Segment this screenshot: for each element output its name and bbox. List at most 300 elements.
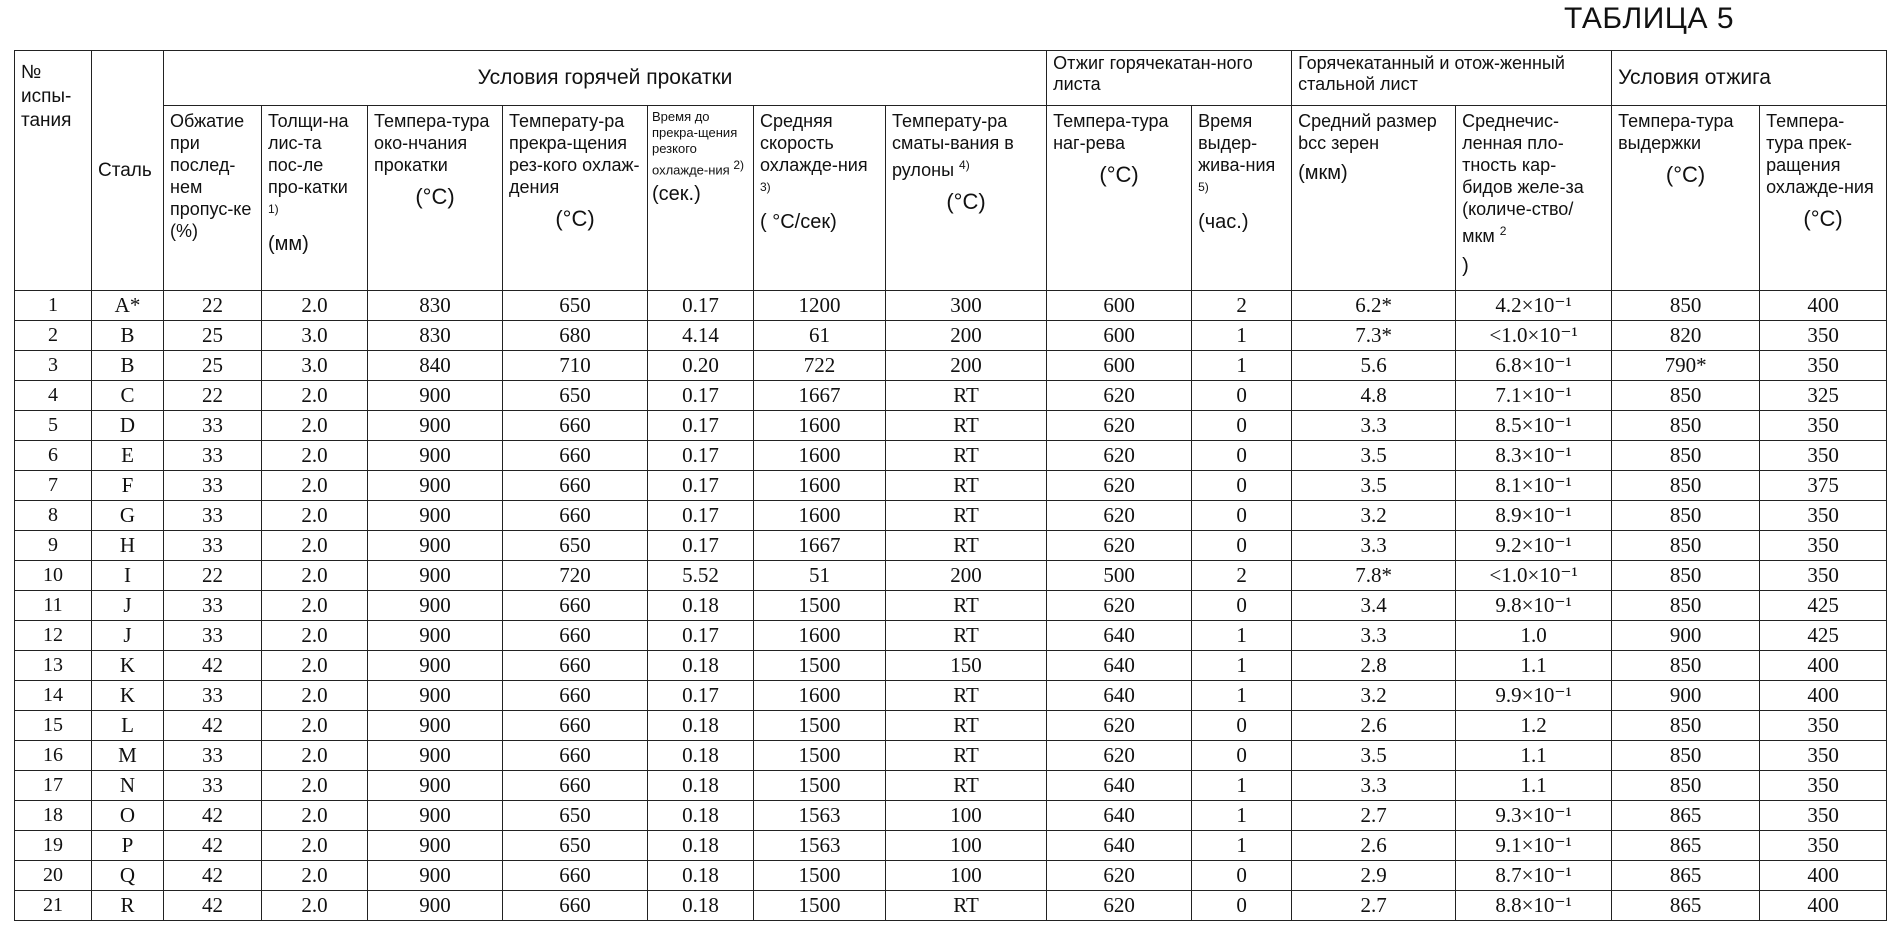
table-cell: 900 [368,441,503,471]
table-cell: 400 [1760,291,1887,321]
table-cell: 850 [1612,411,1760,441]
table-cell: 0 [1192,531,1292,561]
table-cell: 350 [1760,351,1887,381]
table-cell: 620 [1047,411,1192,441]
table-cell: 2.6 [1292,711,1456,741]
header-col-unit: (°C) [1099,162,1139,187]
table-cell: 33 [164,411,262,441]
header-col-note: 3) [760,180,771,194]
header-col-label: Темпера-тура прек-ращения охлажде-ния [1766,111,1874,197]
table-cell: RT [886,771,1047,801]
table-cell: 14 [15,681,92,711]
table-cell: 25 [164,321,262,351]
table-cell: 900 [368,471,503,501]
table-cell: 0.17 [648,381,754,411]
header-test-no: № испы-тания [15,51,92,291]
header-col-label: Средняя скорость охлажде-ния [760,111,868,175]
table-cell: 0.17 [648,411,754,441]
table-cell: 650 [503,291,648,321]
table-row [15,771,1887,801]
table-row [15,471,1887,501]
table-cell: 0.17 [648,291,754,321]
table-cell: RT [886,741,1047,771]
table-cell: 1667 [754,531,886,561]
table-cell: 660 [503,621,648,651]
table-cell: 325 [1760,381,1887,411]
table-cell: 620 [1047,501,1192,531]
table-cell: 2.0 [262,591,368,621]
table-cell: 850 [1612,501,1760,531]
header-col-label: Обжатие при послед-нем пропус-ке (%) [170,111,252,241]
table-cell: 660 [503,411,648,441]
table-cell: 9.2×10⁻¹ [1456,531,1612,561]
table-cell: 42 [164,801,262,831]
table-cell: 3.3 [1292,621,1456,651]
table-cell: 2.6 [1292,831,1456,861]
table-cell: 1 [1192,801,1292,831]
table-cell: 0 [1192,381,1292,411]
table-cell: 1.1 [1456,741,1612,771]
table-cell: 620 [1047,591,1192,621]
table-cell: 42 [164,831,262,861]
table-cell: 0.17 [648,681,754,711]
table-cell: 2.0 [262,501,368,531]
table-cell: 18 [15,801,92,831]
table-cell: 900 [368,411,503,441]
table-cell: RT [886,441,1047,471]
table-cell: 2.0 [262,891,368,921]
table-cell: 680 [503,321,648,351]
table-cell: 350 [1760,741,1887,771]
table-row [15,741,1887,771]
table-cell: 0.18 [648,831,754,861]
table-cell: 350 [1760,531,1887,561]
table-cell: R [92,891,164,921]
header-col-unit: ( °C/сек) [760,211,837,233]
table-cell: 850 [1612,591,1760,621]
table-cell: 900 [1612,621,1760,651]
table-cell: RT [886,711,1047,741]
table-cell: 650 [503,801,648,831]
table-cell: 0 [1192,411,1292,441]
table-cell: 1 [1192,351,1292,381]
header-col-label: Темпера-тура око-нчания прокатки [374,111,490,175]
table-cell: I [92,561,164,591]
table-cell: 33 [164,441,262,471]
table-cell: 1500 [754,861,886,891]
table-cell: RT [886,681,1047,711]
table-cell: 33 [164,771,262,801]
table-cell: 640 [1047,831,1192,861]
table-cell: 1500 [754,771,886,801]
table-cell: 3.0 [262,351,368,381]
table-cell: 42 [164,651,262,681]
header-col-label: Толщи-на лис-та пос-ле про-катки [268,111,349,197]
table-cell: A* [92,291,164,321]
header-group-hot-rolled: Горячекатанный и отож-женный стальной лист [1292,51,1612,106]
table-cell: 840 [368,351,503,381]
table-cell: 865 [1612,801,1760,831]
header-col-holding-temp [1612,106,1760,291]
table-cell: 1667 [754,381,886,411]
header-col-label: Время выдер-жива-ния [1198,111,1276,175]
table-cell: 650 [503,381,648,411]
table-cell: J [92,621,164,651]
table-cell: 8.7×10⁻¹ [1456,861,1612,891]
table-cell: 375 [1760,471,1887,501]
table-cell: J [92,591,164,621]
table-cell: 425 [1760,591,1887,621]
table-cell: 900 [368,861,503,891]
table-cell: 2.0 [262,381,368,411]
table-cell: 17 [15,771,92,801]
table-cell: 0.18 [648,891,754,921]
table-cell: B [92,321,164,351]
table-cell: 2.0 [262,531,368,561]
table-cell: 900 [368,711,503,741]
table-cell: 865 [1612,891,1760,921]
table-cell: 1 [1192,681,1292,711]
header-col-note: 5) [1198,180,1209,194]
table-cell: 6 [15,441,92,471]
header-col-unit: (°C) [555,206,595,231]
table-cell: 2.7 [1292,801,1456,831]
table-cell: 2.0 [262,441,368,471]
table-cell: 1563 [754,801,886,831]
header-col-unit: ) [1462,255,1469,277]
table-cell: 720 [503,561,648,591]
table-cell: 900 [368,561,503,591]
table-cell: 0.20 [648,351,754,381]
table-cell: 0 [1192,591,1292,621]
table-cell: 0 [1192,471,1292,501]
table-cell: 1563 [754,831,886,861]
table-row [15,561,1887,591]
header-col-unit: (мм) [268,233,309,255]
table-cell: 350 [1760,711,1887,741]
header-group-anneal-sheet: Отжиг горячекатан-ного листа [1047,51,1292,106]
table-cell: H [92,531,164,561]
table-cell: 400 [1760,861,1887,891]
table-cell: 350 [1760,441,1887,471]
table-cell: RT [886,381,1047,411]
table-cell: 900 [368,501,503,531]
table-cell: 42 [164,711,262,741]
table-row [15,861,1887,891]
table-cell: 0.17 [648,471,754,501]
table-cell: 1.0 [1456,621,1612,651]
table-cell: 640 [1047,681,1192,711]
table-cell: 830 [368,291,503,321]
table-cell: 722 [754,351,886,381]
table-cell: 7.8* [1292,561,1456,591]
table-cell: P [92,831,164,861]
table-cell: 820 [1612,321,1760,351]
table-cell: 350 [1760,771,1887,801]
header-col-quench-stop-temp [503,106,648,291]
table-cell: 200 [886,321,1047,351]
header-col-grain-size [1292,106,1456,291]
table-cell: 1600 [754,501,886,531]
header-col-label: Температу-ра сматы-вания в рулоны [892,111,1014,180]
header-col-note: 2 [1499,224,1507,238]
table-cell: 2.0 [262,801,368,831]
table-cell: 100 [886,831,1047,861]
table-cell: 350 [1760,831,1887,861]
table-cell: 6.8×10⁻¹ [1456,351,1612,381]
table-cell: 1500 [754,651,886,681]
table-cell: 865 [1612,831,1760,861]
table-cell: 640 [1047,621,1192,651]
table-cell: 3.0 [262,321,368,351]
table-cell: 11 [15,591,92,621]
table-cell: RT [886,591,1047,621]
table-cell: 900 [368,801,503,831]
table-cell: 425 [1760,621,1887,651]
table-cell: 400 [1760,891,1887,921]
table-cell: 33 [164,471,262,501]
table-cell: 0.18 [648,741,754,771]
table-cell: 8 [15,501,92,531]
header-col-label: Среднечис-ленная пло-тность кар-бидов желе-за (количе-ство/мкм [1462,111,1584,246]
table-cell: 42 [164,861,262,891]
table-row [15,351,1887,381]
table-cell: 1200 [754,291,886,321]
table-cell: 2.0 [262,711,368,741]
header-group-hot-rolling: Условия горячей прокатки [164,51,1047,106]
table-cell: 1500 [754,711,886,741]
table-cell: 4 [15,381,92,411]
table-cell: 3.2 [1292,681,1456,711]
table-cell: 0.18 [648,801,754,831]
table-cell: 900 [368,831,503,861]
table-cell: 0 [1192,741,1292,771]
table-cell: 3.4 [1292,591,1456,621]
table-cell: 2.0 [262,291,368,321]
table-cell: 9.8×10⁻¹ [1456,591,1612,621]
header-col-coiling-temp [886,106,1047,291]
table-cell: 1500 [754,891,886,921]
table-cell: 15 [15,711,92,741]
table-row [15,801,1887,831]
table-cell: 5.6 [1292,351,1456,381]
table-cell: 2.0 [262,471,368,501]
table-cell: K [92,681,164,711]
table-cell: 2.0 [262,651,368,681]
table-cell: 620 [1047,741,1192,771]
header-col-unit: (мкм) [1298,162,1348,184]
table-cell: 7 [15,471,92,501]
header-col-unit: (°C) [946,189,986,214]
table-cell: RT [886,471,1047,501]
table-cell: 710 [503,351,648,381]
table-cell: 620 [1047,441,1192,471]
table-cell: 8.9×10⁻¹ [1456,501,1612,531]
table-cell: 660 [503,681,648,711]
table-cell: RT [886,411,1047,441]
table-cell: 100 [886,861,1047,891]
header-col-heating-temp [1047,106,1192,291]
table-cell: 2.0 [262,621,368,651]
table-cell: 1 [1192,321,1292,351]
table-cell: 9 [15,531,92,561]
table-cell: 620 [1047,861,1192,891]
table-cell: <1.0×10⁻¹ [1456,561,1612,591]
table-cell: 2.0 [262,861,368,891]
table-cell: 25 [164,351,262,381]
table-cell: 51 [754,561,886,591]
table-cell: 1500 [754,591,886,621]
header-col-unit: (°C) [1803,206,1843,231]
table-cell: 620 [1047,711,1192,741]
table-cell: 13 [15,651,92,681]
table-cell: 790* [1612,351,1760,381]
table-cell: 2.0 [262,681,368,711]
table-cell: 22 [164,561,262,591]
table-cell: 2 [1192,291,1292,321]
table-cell: 2.0 [262,411,368,441]
table-cell: 2.0 [262,831,368,861]
table-cell: 0.18 [648,651,754,681]
table-cell: L [92,711,164,741]
table-caption: ТАБЛИЦА 5 [1564,2,1734,35]
table-cell: 3.3 [1292,771,1456,801]
table-cell: 12 [15,621,92,651]
table-cell: 600 [1047,321,1192,351]
table-cell: 400 [1760,681,1887,711]
header-col-cooling-rate [754,106,886,291]
table-cell: 3 [15,351,92,381]
table-cell: 3.3 [1292,411,1456,441]
table-cell: RT [886,621,1047,651]
table-cell: 650 [503,831,648,861]
table-cell: 3.3 [1292,531,1456,561]
header-steel: Сталь [92,51,164,291]
table-cell: 900 [368,381,503,411]
table-row [15,681,1887,711]
table-cell: <1.0×10⁻¹ [1456,321,1612,351]
table-row [15,711,1887,741]
header-col-cooling-stop-temp [1760,106,1887,291]
table-cell: O [92,801,164,831]
table-cell: 1.1 [1456,651,1612,681]
table-cell: 1600 [754,471,886,501]
table-cell: 21 [15,891,92,921]
table-row [15,291,1887,321]
table-cell: 0 [1192,501,1292,531]
table-cell: M [92,741,164,771]
table-row [15,321,1887,351]
table-cell: 0.17 [648,501,754,531]
table-cell: 640 [1047,651,1192,681]
table-cell: 33 [164,621,262,651]
table-cell: 9.1×10⁻¹ [1456,831,1612,861]
table-cell: 3.5 [1292,441,1456,471]
table-cell: 900 [368,681,503,711]
table-cell: 660 [503,501,648,531]
table-cell: C [92,381,164,411]
table-row [15,651,1887,681]
table-cell: 620 [1047,891,1192,921]
table-cell: 600 [1047,351,1192,381]
table-cell: 3.5 [1292,741,1456,771]
table-cell: 1 [1192,831,1292,861]
table-cell: 600 [1047,291,1192,321]
data-table [14,50,1887,921]
table-cell: 350 [1760,561,1887,591]
header-col-holding-time [1192,106,1292,291]
table-cell: 850 [1612,561,1760,591]
table-cell: 660 [503,891,648,921]
table-cell: 660 [503,771,648,801]
table-cell: 900 [368,741,503,771]
table-cell: 300 [886,291,1047,321]
table-cell: 9.9×10⁻¹ [1456,681,1612,711]
header-col-label: Средний размер bcc зерен [1298,111,1437,153]
table-cell: 0.18 [648,771,754,801]
table-body [15,291,1887,921]
header-col-label: Темпера-тура выдержки [1618,111,1734,153]
table-cell: 620 [1047,531,1192,561]
table-cell: 5.52 [648,561,754,591]
table-cell: D [92,411,164,441]
header-col-note: 1) [268,202,279,216]
table-cell: 8.1×10⁻¹ [1456,471,1612,501]
table-cell: 0.17 [648,621,754,651]
table-cell: 61 [754,321,886,351]
table-cell: 100 [886,801,1047,831]
table-row [15,831,1887,861]
table-row [15,531,1887,561]
table-cell: 33 [164,531,262,561]
table-cell: 900 [368,891,503,921]
table-cell: 0.17 [648,531,754,561]
table-cell: 5 [15,411,92,441]
table-cell: 33 [164,591,262,621]
table-cell: 640 [1047,801,1192,831]
table-cell: 200 [886,561,1047,591]
table-cell: 900 [368,591,503,621]
table-cell: 350 [1760,321,1887,351]
table-cell: 33 [164,741,262,771]
table-cell: 10 [15,561,92,591]
table-cell: 500 [1047,561,1192,591]
table-cell: 200 [886,351,1047,381]
table-cell: 4.8 [1292,381,1456,411]
table-cell: 22 [164,381,262,411]
table-cell: 33 [164,501,262,531]
table-cell: 900 [368,651,503,681]
table-cell: 7.3* [1292,321,1456,351]
table-cell: Q [92,861,164,891]
table-cell: 1600 [754,621,886,651]
table-cell: 2.0 [262,771,368,801]
table-cell: 350 [1760,411,1887,441]
table-cell: F [92,471,164,501]
table-cell: 1600 [754,441,886,471]
table-cell: 640 [1047,771,1192,801]
table-cell: 900 [1612,681,1760,711]
header-col-carbide-density [1456,106,1612,291]
table-cell: 1 [15,291,92,321]
table-cell: 8.3×10⁻¹ [1456,441,1612,471]
table-cell: 0 [1192,891,1292,921]
table-cell: 660 [503,861,648,891]
table-cell: 350 [1760,801,1887,831]
table-cell: 850 [1612,741,1760,771]
table-cell: 1.1 [1456,771,1612,801]
table-cell: 850 [1612,771,1760,801]
